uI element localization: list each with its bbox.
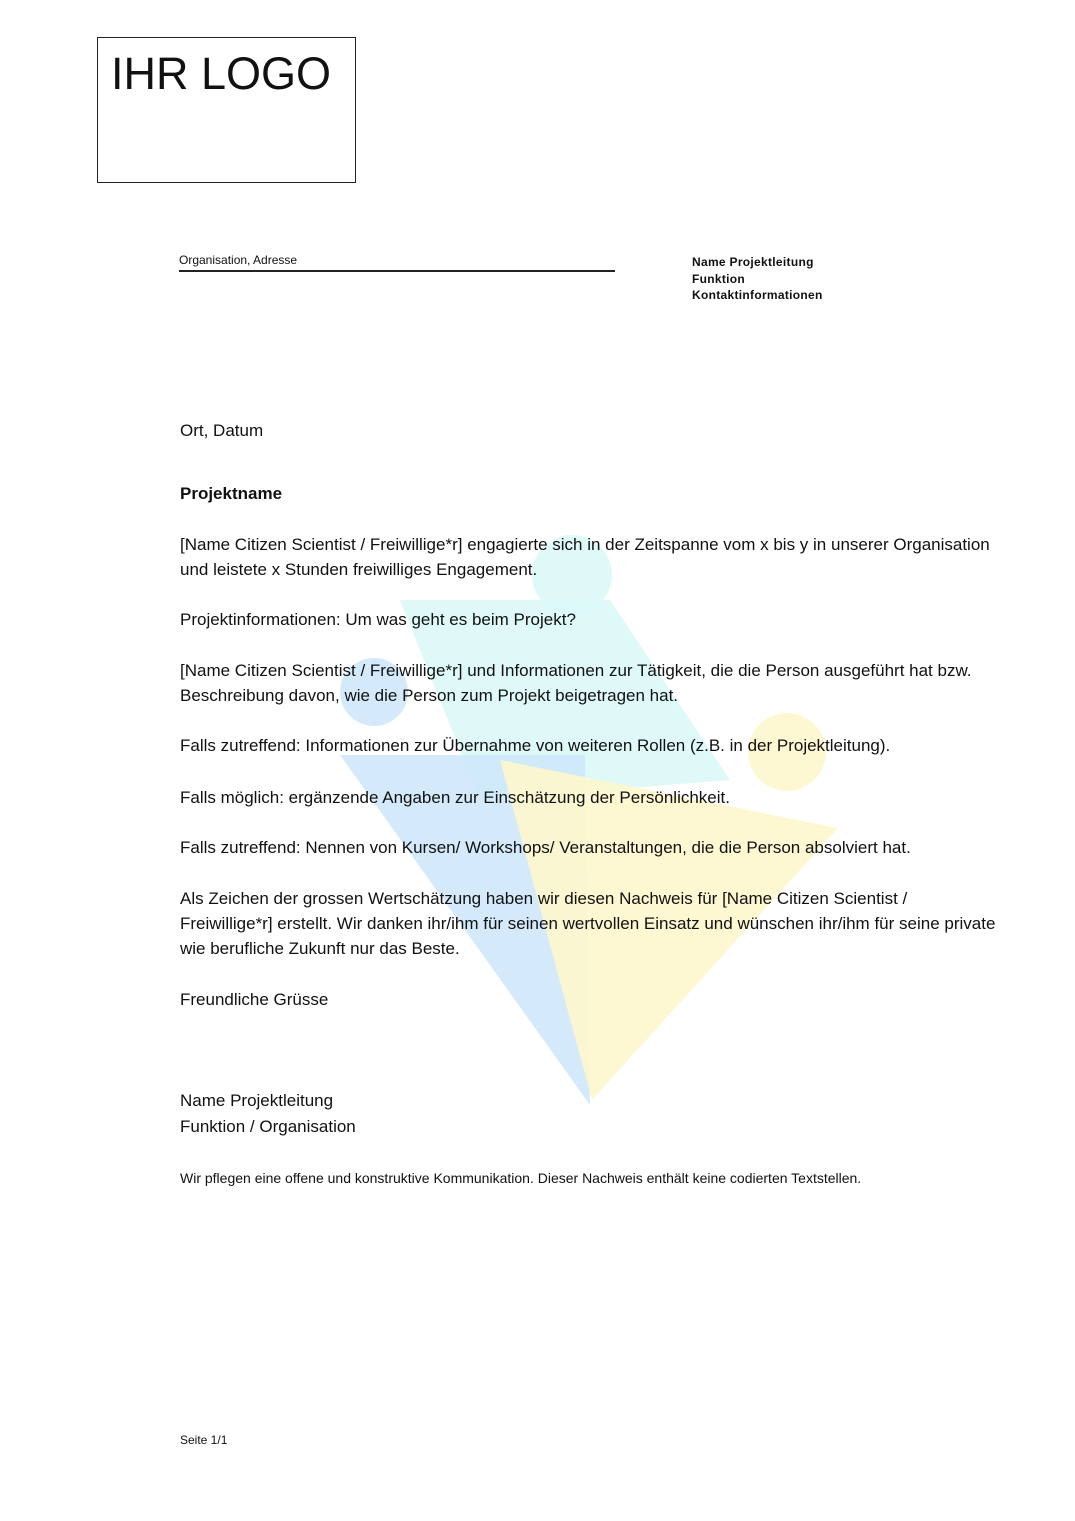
paragraph-appreciation: Als Zeichen der grossen Wertschätzung haben wir diesen Nachweis für [Name Citizen Scientist / Freiwillige*r] erstellt. Wir danken ihr/ihm für seinen wertvollen Einsatz und wünschen ihr/ihm für seine private wie berufliche Zukunft nur das Beste. [180, 889, 996, 958]
page-number: Seite 1/1 [180, 1433, 228, 1447]
project-name: Projektname [180, 484, 283, 503]
place-date: Ort, Datum [180, 421, 264, 440]
signature-function: Funktion / Organisation [180, 1117, 356, 1136]
paragraph-roles: Falls zutreffend: Informationen zur Übernahme von weiteren Rollen (z.B. in der Projektleitung). [180, 736, 891, 755]
paragraph-engagement: [Name Citizen Scientist / Freiwillige*r] engagierte sich in der Zeitspanne vom x bis y in unserer Organisation und leistete x Stunden freiwilliges Engagement. [180, 535, 990, 579]
paragraph-activity: [Name Citizen Scientist / Freiwillige*r] und Informationen zur Tätigkeit, die die Person ausgeführt hat bzw. Beschreibung davon, wie die Person zum Projekt beigetragen hat. [180, 661, 972, 705]
communication-note: Wir pflegen eine offene und konstruktive Kommunikation. Dieser Nachweis enthält keine codierten Textstellen. [180, 1170, 862, 1186]
paragraph-project-info: Projektinformationen: Um was geht es beim Projekt? [180, 610, 576, 629]
organisation-address: Organisation, Adresse [179, 253, 615, 272]
signature-name: Name Projektleitung [180, 1091, 334, 1110]
contact-function: Funktion [692, 271, 746, 286]
paragraph-courses: Falls zutreffend: Nennen von Kursen/ Workshops/ Veranstaltungen, die die Person absolviert hat. [180, 838, 911, 857]
contact-info: Kontaktinformationen [692, 288, 823, 302]
contact-name: Name Projektleitung [692, 255, 814, 269]
closing-greeting: Freundliche Grüsse [180, 990, 329, 1009]
logo-text: IHR LOGO [111, 48, 332, 99]
paragraph-personality: Falls möglich: ergänzende Angaben zur Einschätzung der Persönlichkeit. [180, 788, 730, 807]
